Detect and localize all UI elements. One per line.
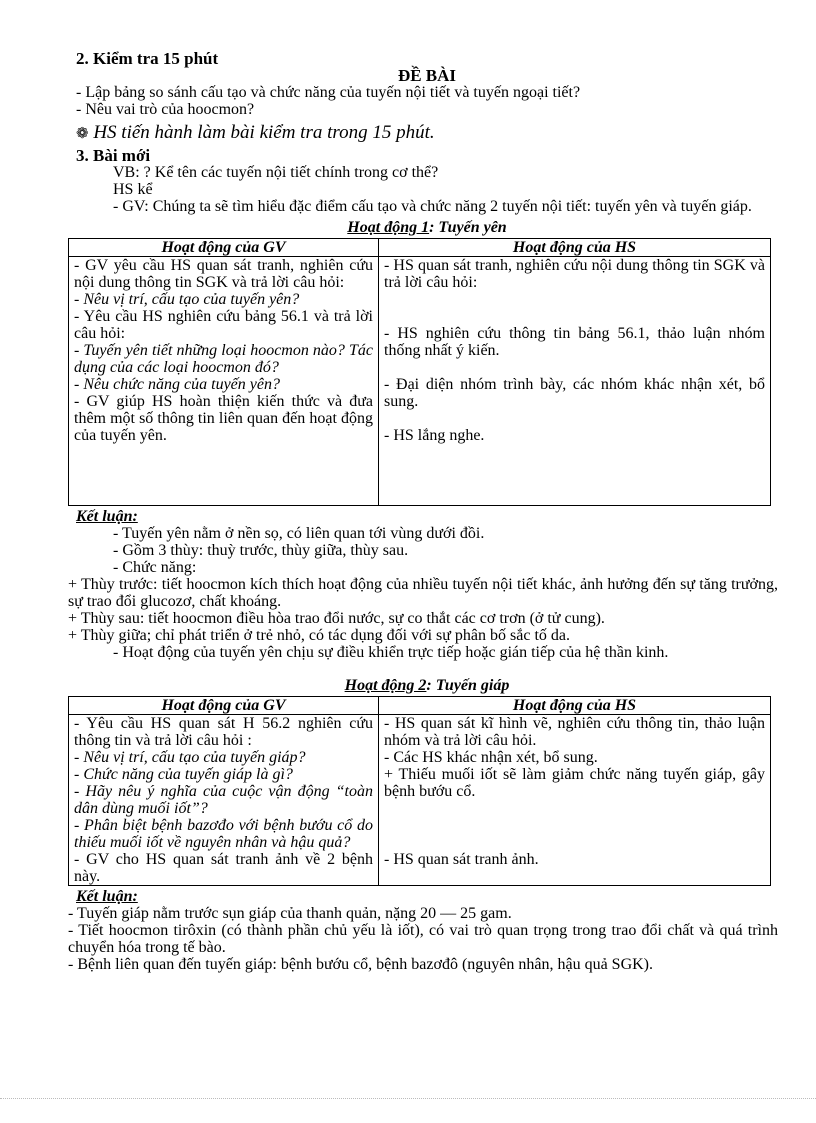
conclusion-1-line: - Tuyến yên nằm ở nền sọ, có liên quan tới vùng dưới đồi. [113,525,485,542]
hs-item: - HS quan sát tranh ảnh. [384,851,539,868]
hs-item: - HS lắng nghe. [384,427,485,444]
activity-2-title [76,677,778,694]
hs-activities-cell [379,715,771,886]
column-header-gv: Hoạt động của GV [69,239,379,257]
document-page [68,49,778,973]
activity-2-name: : Tuyến giáp [426,677,510,694]
gv-question: - Nêu vị trí, cấu tạo của tuyến yên? [74,291,300,308]
section-3-line: HS kể [113,181,153,198]
exam-question: - Lập bảng so sánh cấu tạo và chức năng của tuyến nội tiết và tuyến ngoại tiết? [76,84,581,101]
gv-item: - Yêu cầu HS quan sát H 56.2 nghiên cứu thông tin và trả lời câu hỏi : [74,715,373,749]
page-bottom-divider [0,1098,816,1100]
gv-intro: - GV: Chúng ta sẽ tìm hiểu đặc điểm cấu tạo và chức năng 2 tuyến nội tiết: tuyến yên và tuyến giáp. [113,198,752,215]
activity-2-label: Hoạt động 2 [344,677,427,694]
activity-1-name: : Tuyến yên [429,219,507,236]
section-2-heading: 2. Kiểm tra 15 phút [76,49,219,68]
gv-item: - Yêu cầu HS nghiên cứu bảng 56.1 và trả lời câu hỏi: [74,308,373,342]
activity-1-title [76,219,778,236]
hs-item: + Thiếu muối iốt sẽ làm giảm chức năng tuyến giáp, gây bệnh bướu cổ. [384,766,765,800]
gv-activities-cell [69,257,379,506]
gv-item: - GV giúp HS hoàn thiện kiến thức và đưa thêm một số thông tin liên quan đến hoạt động của tuyến yên. [74,393,373,444]
conclusion-2-line: - Bệnh liên quan đến tuyến giáp: bệnh bướu cổ, bệnh bazơđô (nguyên nhân, hậu quả SGK). [68,956,654,973]
hs-item: - HS quan sát kĩ hình vẽ, nghiên cứu thông tin, thảo luận nhóm và trả lời câu hỏi. [384,715,765,749]
conclusion-1-point: + Thùy trước: tiết hoocmon kích thích hoạt động của nhiều tuyến nội tiết khác, ảnh hưởng đến sự tăng trưởng, sự trao đổi glucozơ, chất khoáng. [68,576,778,610]
column-header-hs: Hoạt động của HS [379,239,771,257]
exam-instruction-text: HS tiến hành làm bài kiểm tra trong 15 phút. [93,122,435,143]
conclusion-2-line: - Tuyến giáp nằm trước sụn giáp của thanh quản, nặng 20 — 25 gam. [68,905,512,922]
section-3-heading: 3. Bài mới [76,146,151,165]
conclusion-1-point: + Thùy sau: tiết hoocmon điều hòa trao đổi nước, sự co thắt các cơ trơn (ở tử cung). [68,610,605,627]
gv-question: - Hãy nêu ý nghĩa của cuộc vận động “toàn dân dùng muối iốt”? [74,783,373,817]
gv-question: - Chức năng của tuyến giáp là gì? [74,766,293,783]
section-3-line: VB: ? Kể tên các tuyến nội tiết chính trong cơ thể? [113,164,439,181]
hs-activities-cell [379,257,771,506]
activity-1-label: Hoạt động 1 [347,219,430,236]
gv-item: - GV yêu cầu HS quan sát tranh, nghiên cứu nội dung thông tin SGK và trả lời câu hỏi: [74,257,373,291]
conclusion-2-line: - Tiết hoocmon tirôxin (có thành phần chủ yếu là iốt), có vai trò quan trọng trong trao đổi chất và quá trình chuyển hóa trong tế bào. [68,922,778,956]
conclusion-1-line: - Gồm 3 thùy: thuỳ trước, thùy giữa, thùy sau. [113,542,409,559]
column-header-gv: Hoạt động của GV [69,697,379,715]
conclusion-1-line: - Hoạt động của tuyến yên chịu sự điều khiển trực tiếp hoặc gián tiếp của hệ thần kinh. [113,644,669,661]
gv-question: - Phân biệt bệnh bazơđo với bệnh bướu cổ do thiếu muối iốt về nguyên nhân và hậu quả? [74,817,373,851]
gv-item: - GV cho HS quan sát tranh ảnh về 2 bệnh này. [74,851,373,885]
hs-item: - Các HS khác nhận xét, bổ sung. [384,749,598,766]
gv-question: - Nêu chức năng của tuyến yên? [74,376,280,393]
flower-bullet-icon: ❁ [76,126,89,142]
hs-item: - HS nghiên cứu thông tin bảng 56.1, thảo luận nhóm thống nhất ý kiến. [384,325,765,359]
exam-title: ĐỀ BÀI [397,66,457,85]
hs-item: - Đại diện nhóm trình bày, các nhóm khác nhận xét, bổ sung. [384,376,765,410]
gv-question: - Tuyến yên tiết những loại hoocmon nào? Tác dụng của các loại hoocmon đó? [74,342,373,376]
gv-question: - Nêu vị trí, cấu tạo của tuyến giáp? [74,749,306,766]
exam-question: - Nêu vai trò của hoocmon? [76,101,255,118]
column-header-hs: Hoạt động của HS [379,697,771,715]
activity-2-table [68,696,771,886]
gv-activities-cell [69,715,379,886]
hs-item: - HS quan sát tranh, nghiên cứu nội dung thông tin SGK và trả lời câu hỏi: [384,257,765,291]
conclusion-1-label: Kết luận: [76,508,138,525]
activity-1-table [68,238,771,506]
conclusion-2-label: Kết luận: [76,888,138,905]
conclusion-1-line: - Chức năng: [113,559,197,576]
exam-instruction [76,122,778,145]
conclusion-1-point: + Thùy giữa; chỉ phát triển ở trẻ nhỏ, có tác dụng đối với sự phân bố sắc tố da. [68,627,570,644]
